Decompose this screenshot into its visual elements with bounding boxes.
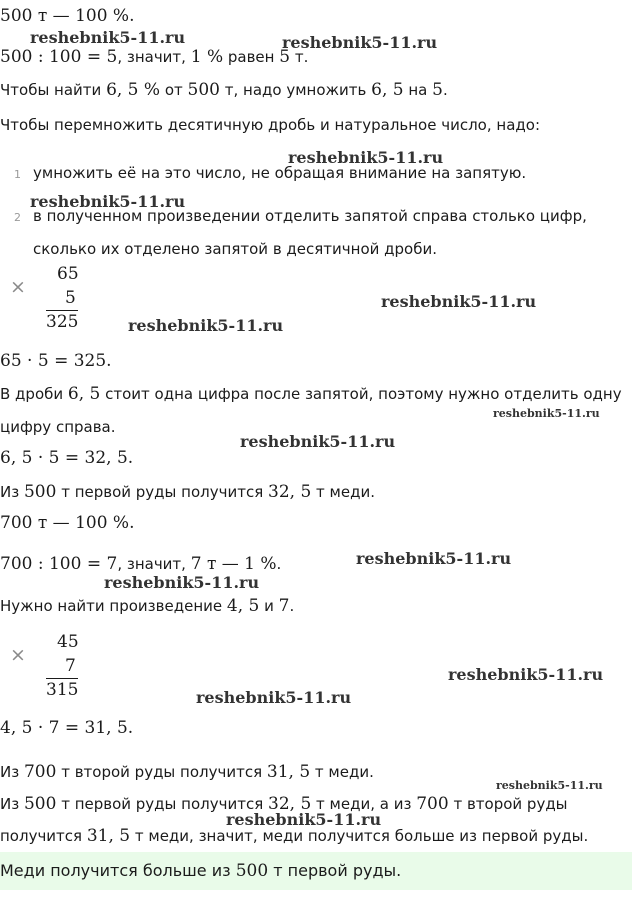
text: т второй руды получится [56, 763, 267, 781]
math: 500 [23, 794, 57, 814]
text: т меди, значит, меди получится больше из первой руды. [130, 827, 589, 845]
watermark: reshebnik5-11.ru [128, 316, 284, 335]
math: 7 т — 1 % [190, 554, 277, 574]
text: . [442, 81, 448, 99]
text: и [259, 597, 279, 615]
math: 6, 5 · 5 = 32, 5. [0, 448, 134, 468]
math: 700 : 100 = 7 [0, 554, 118, 574]
line-first-ore [0, 482, 375, 502]
text: т меди. [311, 483, 375, 501]
text: , значит, [117, 555, 191, 573]
watermark: reshebnik5-11.ru [104, 573, 260, 592]
multiplier: 7 [65, 656, 76, 676]
line-65x5 [0, 351, 112, 371]
watermark: reshebnik5-11.ru [240, 432, 396, 451]
text: , значит, [117, 48, 191, 66]
step-number-1: 1 [14, 168, 21, 181]
line-find-percent [0, 80, 448, 100]
line-decimal-explain-cont: цифру справа. [0, 418, 116, 436]
math: 5 [279, 47, 291, 67]
line-second-ore [0, 762, 374, 782]
text: т первой руды получится [56, 795, 269, 813]
math: 31, 5 [266, 762, 311, 782]
multiplicand: 45 [57, 632, 79, 652]
text: на [403, 81, 433, 99]
math: 32, 5 [268, 794, 312, 814]
text: т первой руды получится [56, 483, 269, 501]
line-find-product [0, 596, 294, 616]
watermark: reshebnik5-11.ru [196, 688, 352, 707]
line-500-percent [0, 6, 134, 26]
watermark: reshebnik5-11.ru [448, 665, 604, 684]
text: т первой руды. [268, 861, 402, 880]
text: Из [0, 763, 24, 781]
multiplicand: 65 [57, 264, 79, 284]
line-65x5-result [0, 448, 133, 468]
text: т. [290, 48, 309, 66]
step-2-text-cont: сколько их отделено запятой в десятичной дроби. [33, 240, 437, 258]
watermark: reshebnik5-11.ru [496, 779, 603, 792]
text: т, надо умножить [219, 81, 372, 99]
text: равен [223, 48, 280, 66]
multiply-sign-icon: × [10, 644, 26, 666]
text: . [289, 597, 295, 615]
math: 7 [278, 596, 290, 616]
text: от [160, 81, 188, 99]
math: 700 [416, 794, 449, 814]
multiplier: 5 [65, 288, 76, 308]
watermark: reshebnik5-11.ru [493, 407, 600, 420]
watermark: reshebnik5-11.ru [356, 549, 512, 568]
step-2-text: в полученном произведении отделить запятой справа столько цифр, [33, 207, 587, 225]
line-700-percent [0, 513, 134, 533]
math: 65 · 5 = 325. [0, 351, 112, 371]
watermark: reshebnik5-11.ru [30, 28, 186, 47]
watermark: reshebnik5-11.ru [30, 192, 186, 211]
text: В дроби [0, 385, 68, 403]
answer-box [0, 852, 632, 890]
line-comparison-cont [0, 826, 588, 846]
math: 6, 5 [67, 384, 101, 404]
watermark: reshebnik5-11.ru [226, 810, 382, 829]
text: Меди получится больше из [0, 861, 236, 880]
text: . [276, 555, 282, 573]
line-700-div-100 [0, 554, 281, 574]
math: 700 т — 100 %. [0, 513, 135, 533]
line-rule-intro: Чтобы перемножить десятичную дробь и натуральное число, надо: [0, 116, 540, 134]
math: 500 : 100 = 5 [0, 47, 118, 67]
step-1-text: умножить её на это число, не обращая внимание на запятую. [33, 164, 527, 182]
line-500-div-100 [0, 47, 308, 67]
text: Из [0, 795, 24, 813]
text: т меди, а из [311, 795, 417, 813]
text: Чтобы найти [0, 81, 107, 99]
watermark: reshebnik5-11.ru [282, 33, 438, 52]
math: 5 [432, 80, 443, 100]
math: 500 т — 100 %. [0, 6, 135, 26]
step-number-2: 2 [14, 211, 21, 224]
text: Из [0, 483, 24, 501]
text: получится [0, 827, 87, 845]
text: Нужно найти произведение [0, 597, 227, 615]
text: стоит одна цифра после запятой, поэтому нужно отделить одну [100, 385, 622, 403]
product: 325 [46, 312, 79, 332]
math: 6, 5 [371, 80, 404, 100]
watermark: reshebnik5-11.ru [288, 148, 444, 167]
answer-text [0, 861, 401, 881]
math: 31, 5 [86, 826, 131, 846]
multiply-sign-icon: × [10, 276, 26, 298]
product: 315 [46, 680, 79, 700]
text: т меди. [310, 763, 374, 781]
math: 500 [235, 861, 269, 881]
line-decimal-explain [0, 384, 622, 404]
math: 500 [187, 80, 220, 100]
text: т второй руды [448, 795, 568, 813]
math: 4, 5 [226, 596, 260, 616]
math: 4, 5 · 7 = 31, 5. [0, 718, 134, 738]
watermark: reshebnik5-11.ru [381, 292, 537, 311]
math: 500 [23, 482, 57, 502]
math: 700 [23, 762, 57, 782]
line-45x7-result [0, 718, 133, 738]
math: 6, 5 % [106, 80, 161, 100]
math: 32, 5 [268, 482, 312, 502]
math: 1 % [190, 47, 224, 67]
